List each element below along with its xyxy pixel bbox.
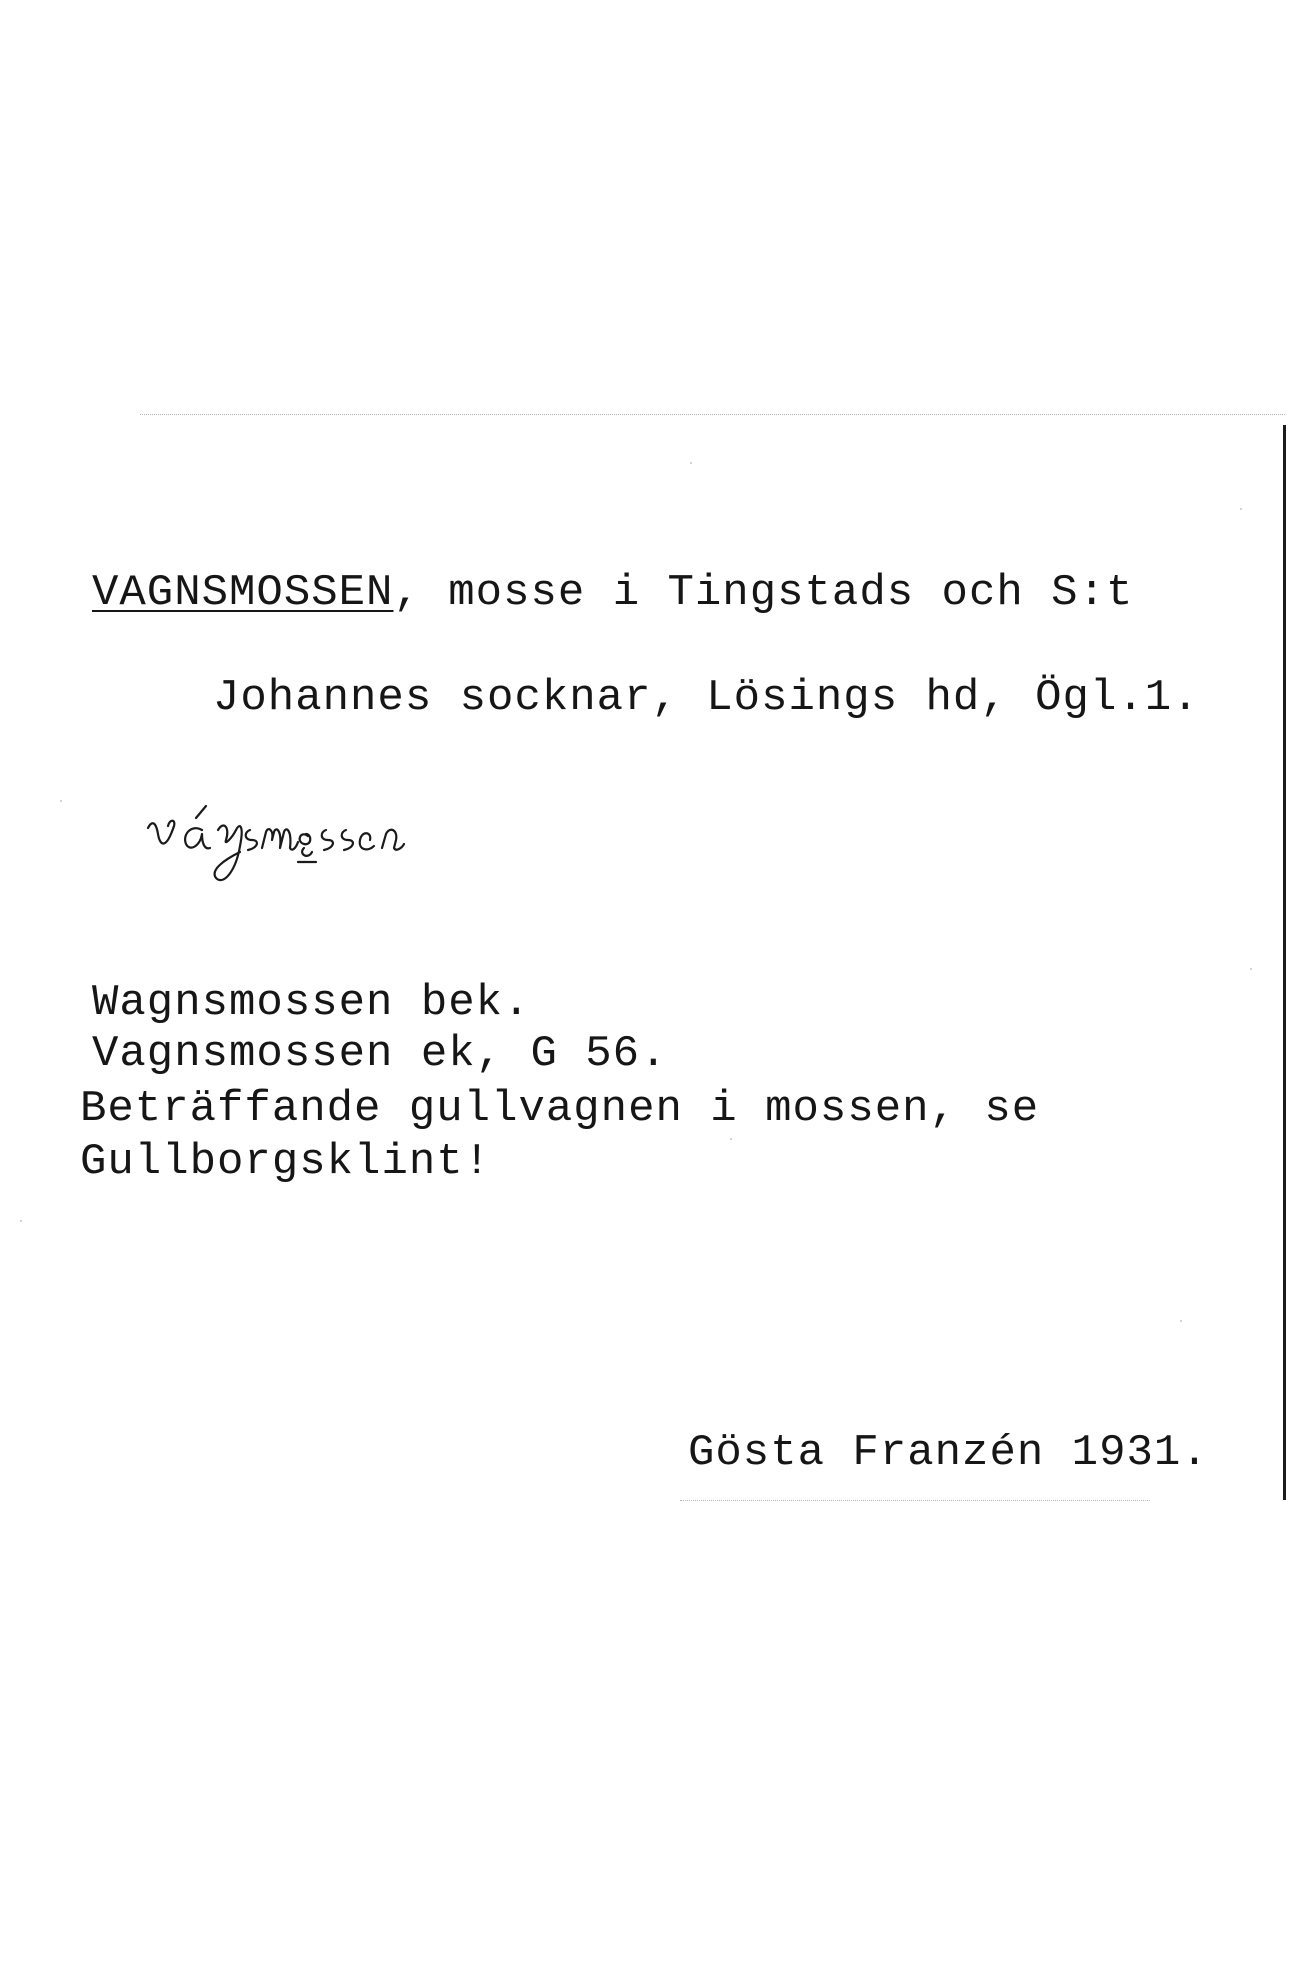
note-line-4: Gullborgsklint! xyxy=(80,1137,492,1187)
card-right-edge xyxy=(1283,425,1286,1500)
note-line-1: Wagnsmossen bek. xyxy=(92,978,531,1028)
location-line: Johannes socknar, Lösings hd, Ögl.1. xyxy=(213,673,1200,723)
note-line-2: Vagnsmossen ek, G 56. xyxy=(92,1029,668,1079)
headword: VAGNSMOSSEN xyxy=(92,568,394,618)
handwritten-pronunciation xyxy=(140,790,480,900)
paper-speck xyxy=(1250,968,1252,970)
header-line xyxy=(92,568,1133,618)
paper-speck xyxy=(730,1138,732,1140)
paper-speck xyxy=(20,1220,22,1222)
card-top-edge xyxy=(140,414,1285,415)
paper-speck xyxy=(690,462,692,464)
paper-speck xyxy=(60,800,62,802)
note-line-3: Beträffande gullvagnen i mossen, se xyxy=(80,1084,1040,1134)
paper-speck xyxy=(1180,1320,1182,1322)
paper-speck xyxy=(1240,508,1242,510)
header-description: , mosse i Tingstads och S:t xyxy=(393,568,1134,618)
card-bottom-edge xyxy=(680,1500,1150,1501)
signature-line: Gösta Franzén 1931. xyxy=(688,1428,1209,1478)
